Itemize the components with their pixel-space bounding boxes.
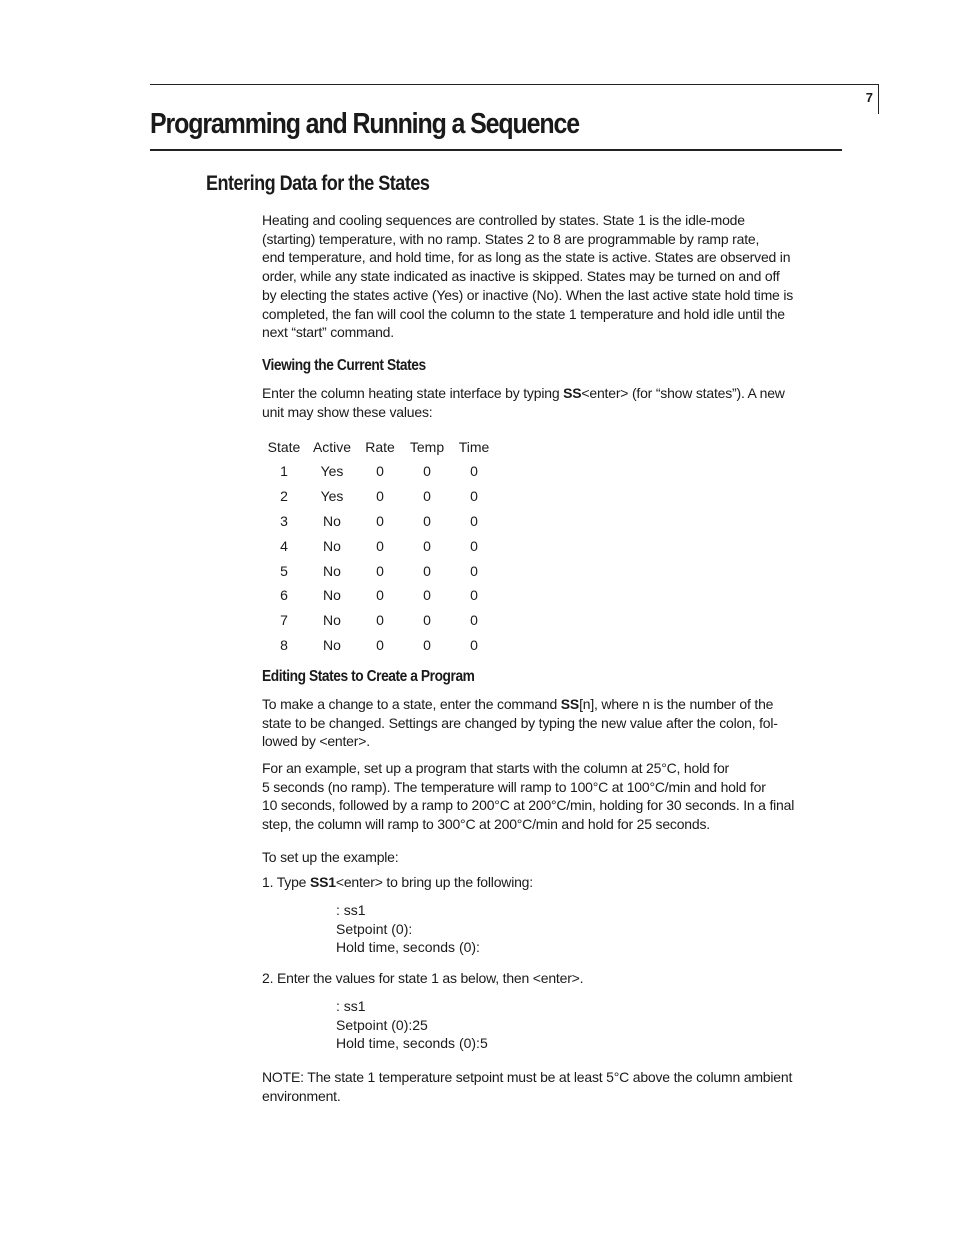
- editing-line-2: state to be changed. Settings are changed by typing the new value after the colon, fol-: [262, 714, 778, 731]
- viewing-line-2: unit may show these values:: [262, 403, 433, 420]
- table-cell: 0: [470, 488, 478, 504]
- intro-line: order, while any state indicated as inactive is skipped. States may be turned on and off: [262, 268, 780, 285]
- table-cell: 0: [470, 463, 478, 479]
- note-line: NOTE: The state 1 temperature setpoint must be at least 5°C above the column ambient: [262, 1069, 793, 1085]
- table-header-row: [262, 436, 496, 458]
- table-row: [262, 533, 496, 559]
- table-cell: 0: [423, 636, 431, 653]
- table-cell: 0: [470, 563, 478, 579]
- editing-paragraph-2: [262, 759, 842, 834]
- code-line: Hold time, seconds (0):5: [336, 1035, 488, 1052]
- viewing-line-1: [262, 384, 842, 403]
- table-cell: No: [323, 636, 341, 653]
- command-ss: SS: [563, 385, 582, 401]
- header-corner-rule: [878, 84, 879, 114]
- table-row: [262, 632, 496, 657]
- intro-line: Heating and cooling sequences are controlled by states. State 1 is the idle-mode: [262, 212, 745, 228]
- table-cell: No: [323, 611, 341, 628]
- example-line: step, the column will ramp to 300°C at 200°C/min and hold for 25 seconds.: [262, 816, 710, 833]
- table-cell: No: [323, 563, 341, 579]
- code-line: Setpoint (0):25: [336, 1016, 428, 1033]
- header-temp: Temp: [409, 439, 445, 455]
- table-cell: Yes: [320, 463, 344, 479]
- intro-line: completed, the fan will cool the column to the state 1 temperature and hold idle until the: [262, 305, 785, 322]
- header-time: Time: [458, 439, 490, 455]
- table-cell: 0: [423, 587, 431, 603]
- viewing-heading: Viewing the Current States: [262, 357, 426, 374]
- table-cell: 3: [280, 512, 288, 529]
- viewing-text: <enter> (for “show states”). A new: [581, 385, 785, 401]
- editing-line-1: [262, 695, 842, 714]
- table-cell: 0: [423, 488, 431, 504]
- table-cell: 0: [423, 512, 431, 529]
- table-cell: 0: [376, 463, 384, 479]
- table-row: [262, 607, 496, 632]
- header-rule: [150, 84, 878, 85]
- step-1-text: 1. Type: [262, 874, 310, 890]
- note-line: environment.: [262, 1087, 341, 1104]
- table-row: [262, 484, 496, 508]
- table-cell: No: [323, 512, 341, 529]
- table-cell: 7: [280, 611, 288, 628]
- editing-text: To make a change to a state, enter the command: [262, 696, 561, 712]
- step-1-line: [262, 873, 842, 892]
- code-block-2: [336, 997, 488, 1053]
- table-cell: 0: [376, 611, 384, 628]
- code-line: : ss1: [336, 998, 366, 1014]
- step-1: [262, 873, 842, 892]
- table-cell: 0: [376, 636, 384, 653]
- table-cell: Yes: [320, 488, 344, 504]
- header-active: Active: [312, 439, 352, 455]
- table-cell: 4: [280, 538, 288, 554]
- table-cell: No: [323, 587, 341, 603]
- table-cell: No: [323, 538, 341, 554]
- table-cell: 6: [280, 587, 288, 603]
- editing-text: [n], where n is the number of the: [579, 696, 774, 712]
- editing-paragraph-1: [262, 695, 842, 751]
- table-cell: 0: [376, 563, 384, 579]
- chapter-title: Programming and Running a Sequence: [150, 108, 579, 140]
- editing-line-3: lowed by <enter>.: [262, 733, 370, 750]
- table-cell: 2: [280, 488, 288, 504]
- step-1-text: <enter> to bring up the following:: [335, 874, 533, 890]
- command-ss: SS: [560, 696, 580, 712]
- table-cell: 0: [376, 587, 384, 603]
- table-cell: 0: [470, 587, 478, 603]
- table-cell: 0: [470, 512, 478, 529]
- table-row: [262, 458, 496, 484]
- code-line: Hold time, seconds (0):: [336, 939, 480, 956]
- setup-intro: To set up the example:: [262, 849, 399, 865]
- page-number: 7: [865, 90, 873, 105]
- intro-line: end temperature, and hold time, for as long as the state is active. States are observed in: [262, 249, 791, 266]
- title-rule: [150, 149, 842, 151]
- table-cell: 0: [423, 611, 431, 628]
- table-row: [262, 508, 496, 533]
- header-rate: Rate: [365, 439, 395, 455]
- table-cell: 8: [280, 636, 288, 653]
- table-cell: 0: [423, 563, 431, 579]
- intro-line: next “start” command.: [262, 324, 394, 341]
- note-paragraph: [262, 1068, 842, 1105]
- section-title: Entering Data for the States: [206, 172, 430, 195]
- table-cell: 0: [470, 611, 478, 628]
- command-ss1: SS1: [309, 874, 336, 890]
- intro-paragraph: [262, 211, 842, 342]
- example-line: 5 seconds (no ramp). The temperature will ramp to 100°C at 100°C/min and hold for: [262, 778, 766, 795]
- table-cell: 1: [280, 463, 288, 479]
- table-cell: 0: [376, 488, 384, 504]
- step-2: 2. Enter the values for state 1 as below, then <enter>.: [262, 970, 584, 986]
- intro-line: (starting) temperature, with no ramp. States 2 to 8 are programmable by ramp rate,: [262, 230, 760, 247]
- example-line: 10 seconds, followed by a ramp to 200°C at 200°C/min, holding for 30 seconds. In a final: [262, 797, 795, 814]
- table-row: [262, 583, 496, 607]
- table-cell: 0: [470, 636, 478, 653]
- header-state: State: [267, 439, 301, 455]
- code-line: : ss1: [336, 902, 366, 918]
- table-cell: 0: [376, 512, 384, 529]
- states-table: [262, 436, 496, 657]
- code-block-1: [336, 901, 480, 957]
- table-cell: 0: [423, 538, 431, 554]
- editing-heading: Editing States to Create a Program: [262, 668, 475, 685]
- viewing-text: Enter the column heating state interface by typing: [262, 385, 564, 401]
- table-cell: 0: [423, 463, 431, 479]
- table-cell: 5: [280, 563, 288, 579]
- example-line: For an example, set up a program that starts with the column at 25°C, hold for: [262, 760, 730, 776]
- viewing-paragraph: [262, 384, 842, 421]
- table-cell: 0: [376, 538, 384, 554]
- intro-line: by electing the states active (Yes) or inactive (No). When the last active state hold time is: [262, 286, 794, 303]
- table-cell: 0: [470, 538, 478, 554]
- table-row: [262, 559, 496, 583]
- code-line: Setpoint (0):: [336, 920, 413, 937]
